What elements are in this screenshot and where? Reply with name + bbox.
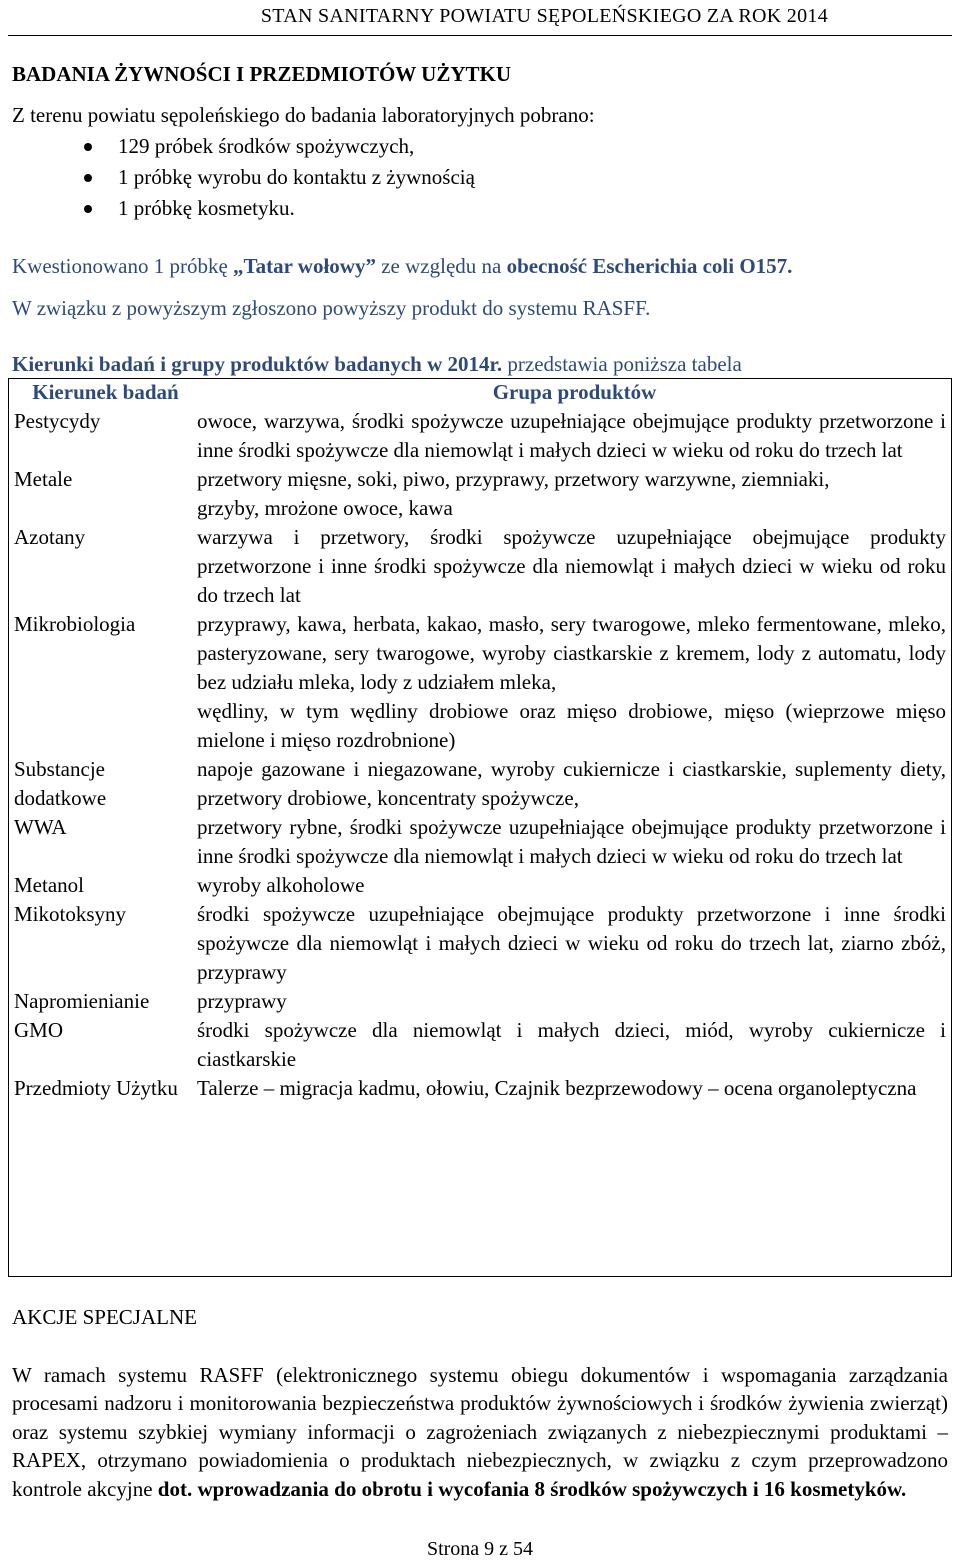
- table-row: [8, 610, 952, 697]
- header-rule: [8, 35, 952, 36]
- table-row: [8, 407, 952, 465]
- row-value: przyprawy: [197, 989, 287, 1013]
- table-header-group: Grupa produktów: [492, 380, 657, 404]
- table-row: [8, 697, 952, 755]
- table-row: [8, 900, 952, 987]
- kw-pre: Kwestionowano 1 próbkę: [12, 254, 234, 278]
- row-label: Mikrobiologia: [14, 612, 136, 636]
- special-actions-title: AKCJE SPECJALNE: [12, 1305, 197, 1329]
- list-item: 129 próbek środków spożywczych,: [80, 132, 475, 163]
- row-label: Pestycydy: [14, 409, 101, 433]
- table-header-direction: Kierunek badań: [32, 380, 179, 404]
- row-label: Azotany: [14, 525, 86, 549]
- row-value: przetwory rybne, środki spożywcze uzupełniające obejmujące produkty przetworzone i inne środki spożywcze dla niemowląt i małych dzieci w wieku od roku do trzech lat: [197, 815, 946, 868]
- table-header-row: [8, 378, 952, 407]
- paragraph-text: W ramach systemu RASFF (elektronicznego systemu obiegu dokumentów i wspomagania zarządzania procesami nadzoru i monitorowania bezpieczeństwa produktów żywnościowych i środków żywienia zwierząt) oraz systemu szybkiej wymiany informacji o zagrożeniach związanych z niebezpiecznymi produktami – RAPEX, otrzymano powiadomienia o produktach niebezpiecznych, w związku z czym przeprowadzono kontrole akcyjne: [12, 1363, 948, 1501]
- table-caption: [12, 350, 742, 379]
- page-number: Strona 9 z 54: [426, 1538, 534, 1560]
- row-value: owoce, warzywa, środki spożywcze uzupełniające obejmujące produkty przetworzone i inne środki spożywcze dla niemowląt i małych dzieci w wieku od roku do trzech lat: [197, 409, 946, 462]
- table-row: [8, 1074, 952, 1103]
- row-value: przyprawy, kawa, herbata, kakao, masło, sery twarogowe, mleko fermentowane, mleko, pasteryzowane, sery twarogowe, wyroby ciastkarskie z kremem, lody z automatu, lody bez udziału mleka, lody z udziałem mleka,: [197, 612, 946, 694]
- row-label: Metale: [14, 467, 73, 491]
- row-label: WWA: [14, 815, 67, 839]
- table-caption-rest: przedstawia poniższa tabela: [502, 352, 742, 376]
- table-caption-bold: Kierunki badań i grupy produktów badanych w 2014r.: [12, 352, 503, 376]
- kw-mid: ze względu na: [375, 254, 507, 278]
- table-row: [8, 813, 952, 871]
- table-row: [8, 1016, 952, 1074]
- special-actions-paragraph: [12, 1361, 948, 1503]
- rasff-line: W związku z powyższym zgłoszono powyższy produkt do systemu RASFF.: [12, 296, 651, 320]
- questioned-sample-line: [12, 252, 792, 281]
- row-value: warzywa i przetwory, środki spożywcze uzupełniające obejmujące produkty przetworzone i inne środki spożywcze dla niemowląt i małych dzieci w wieku od roku do trzech lat: [197, 525, 946, 607]
- row-label: Metanol: [14, 873, 84, 897]
- running-header: STAN SANITARNY POWIATU SĘPOLEŃSKIEGO ZA ROK 2014: [260, 5, 828, 27]
- row-label: Substancje dodatkowe: [14, 757, 107, 810]
- row-label: Przedmioty Użytku: [14, 1076, 178, 1100]
- row-value: napoje gazowane i niegazowane, wyroby cukiernicze i ciastkarskie, suplementy diety, przetwory drobiowe, koncentraty spożywcze,: [197, 757, 946, 810]
- research-table: [8, 378, 952, 1103]
- row-label: Napromienianie: [14, 989, 150, 1013]
- paragraph-bold: dot. wprowadzania do obrotu i wycofania 8 środków spożywczych i 16 kosmetyków.: [157, 1476, 907, 1501]
- row-value: środki spożywcze dla niemowląt i małych dzieci, miód, wyroby cukiernicze i ciastkarskie: [197, 1018, 946, 1071]
- row-value: wyroby alkoholowe: [197, 873, 365, 897]
- list-item: 1 próbkę kosmetyku.: [80, 194, 475, 225]
- kw-product: „Tatar wołowy”: [233, 254, 376, 278]
- table-row: [8, 755, 952, 813]
- row-label: [8, 494, 197, 523]
- row-value: wędliny, w tym wędliny drobiowe oraz mięso drobiowe, mięso (wieprzowe mięso mielone i mięso rozdrobnione): [197, 699, 946, 752]
- table-row: [8, 465, 952, 494]
- row-value: przetwory mięsne, soki, piwo, przyprawy, przetwory warzywne, ziemniaki,: [197, 467, 830, 491]
- row-label: GMO: [14, 1018, 64, 1042]
- row-value: Talerze – migracja kadmu, ołowiu, Czajnik bezprzewodowy – ocena organoleptyczna: [197, 1076, 917, 1100]
- table-row: [8, 523, 952, 610]
- table-row: [8, 871, 952, 900]
- sample-list: [80, 132, 475, 225]
- table-row: [8, 494, 952, 523]
- table-row: [8, 987, 952, 1016]
- list-item: 1 próbkę wyrobu do kontaktu z żywnością: [80, 163, 475, 194]
- row-value: środki spożywcze uzupełniające obejmujące produkty przetworzone i inne środki spożywcze dla niemowląt i małych dzieci w wieku od roku do trzech lat, ziarno zbóż, przyprawy: [197, 902, 946, 984]
- row-value: grzyby, mrożone owoce, kawa: [197, 496, 453, 520]
- row-label: Mikotoksyny: [14, 902, 127, 926]
- row-label: [8, 697, 197, 755]
- kw-reason: obecność Escherichia coli O157.: [506, 254, 793, 278]
- intro-text: Z terenu powiatu sępoleńskiego do badania laboratoryjnych pobrano:: [12, 103, 595, 127]
- section-title: BADANIA ŻYWNOŚCI I PRZEDMIOTÓW UŻYTKU: [12, 62, 512, 86]
